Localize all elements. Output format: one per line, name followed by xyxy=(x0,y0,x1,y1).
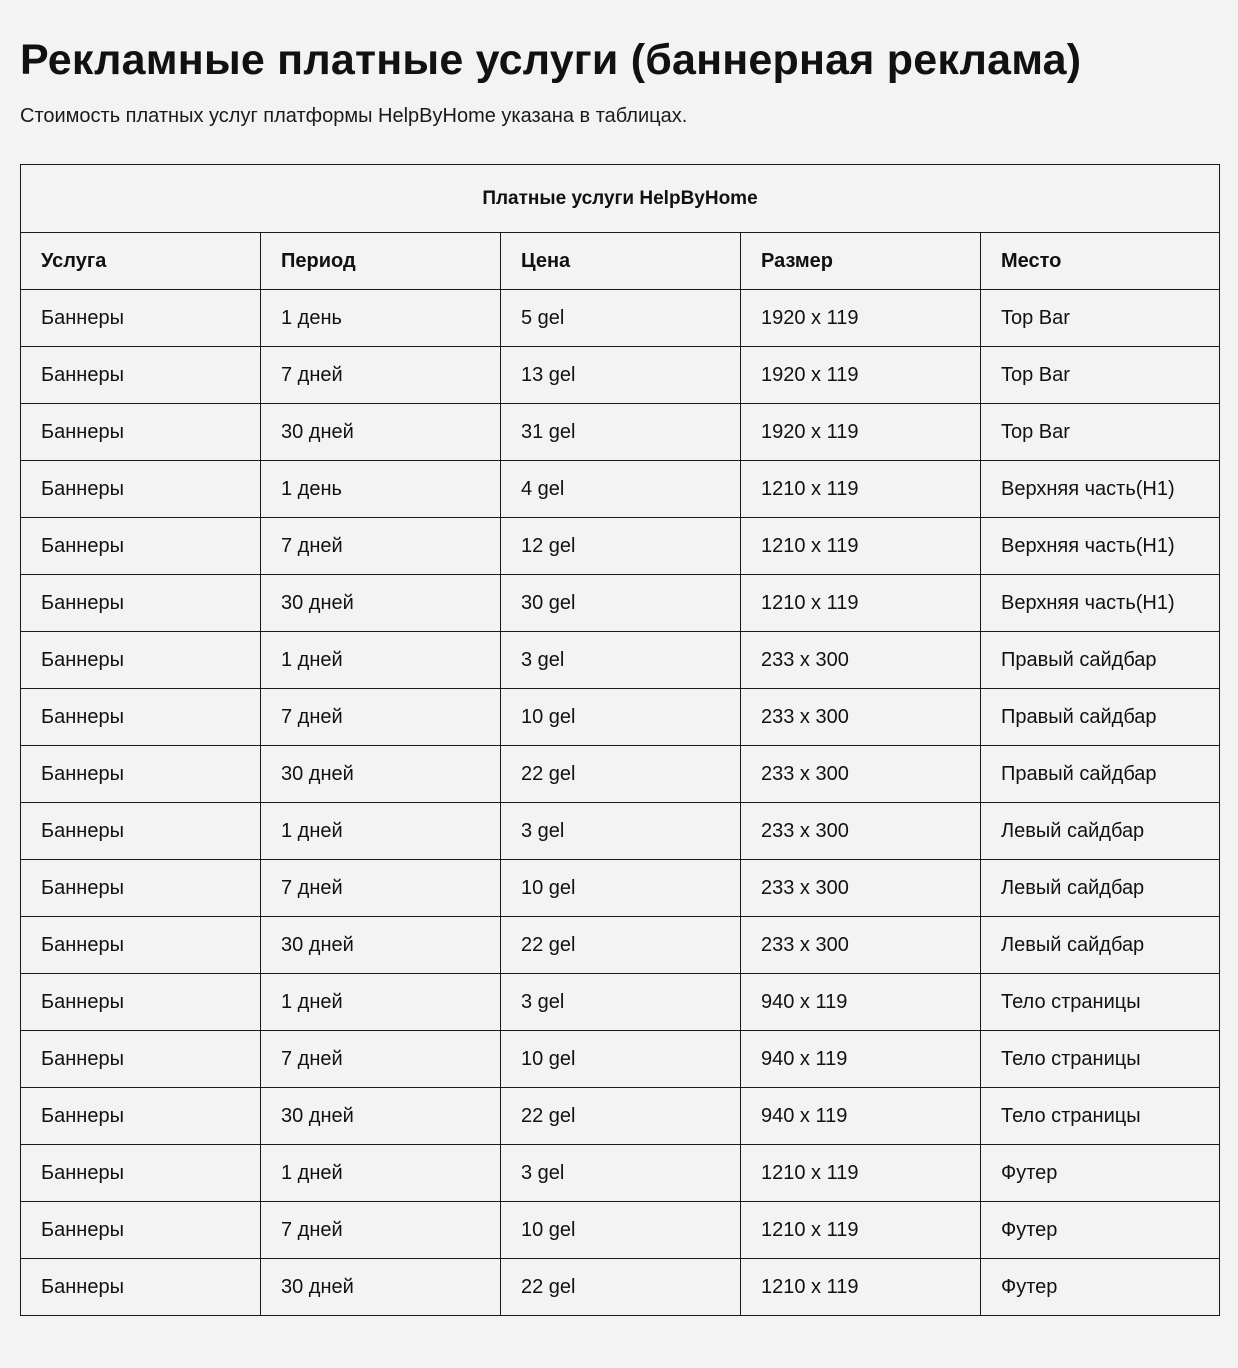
cell-price: 31 gel xyxy=(501,404,741,461)
cell-period: 1 день xyxy=(261,290,501,347)
cell-price: 22 gel xyxy=(501,917,741,974)
cell-service: Баннеры xyxy=(21,1088,261,1145)
table-row xyxy=(21,575,1220,632)
cell-service: Баннеры xyxy=(21,518,261,575)
cell-placement: Правый сайдбар xyxy=(981,632,1220,689)
cell-size: 940 x 119 xyxy=(741,1088,981,1145)
cell-size: 1210 x 119 xyxy=(741,1259,981,1316)
table-caption: Платные услуги HelpByHome xyxy=(21,165,1220,233)
cell-placement: Top Bar xyxy=(981,347,1220,404)
cell-placement: Футер xyxy=(981,1145,1220,1202)
table-row xyxy=(21,404,1220,461)
column-header-placement: Место xyxy=(981,233,1220,290)
cell-price: 3 gel xyxy=(501,632,741,689)
cell-size: 1210 x 119 xyxy=(741,1145,981,1202)
cell-period: 30 дней xyxy=(261,404,501,461)
cell-size: 1210 x 119 xyxy=(741,461,981,518)
cell-period: 7 дней xyxy=(261,1202,501,1259)
cell-service: Баннеры xyxy=(21,974,261,1031)
page-subtitle: Стоимость платных услуг платформы HelpByHome указана в таблицах. xyxy=(20,105,688,127)
cell-period: 7 дней xyxy=(261,1031,501,1088)
cell-placement: Тело страницы xyxy=(981,1088,1220,1145)
column-header-price: Цена xyxy=(501,233,741,290)
cell-service: Баннеры xyxy=(21,404,261,461)
cell-price: 13 gel xyxy=(501,347,741,404)
cell-period: 30 дней xyxy=(261,1088,501,1145)
cell-service: Баннеры xyxy=(21,1202,261,1259)
cell-placement: Top Bar xyxy=(981,404,1220,461)
cell-placement: Верхняя часть(H1) xyxy=(981,461,1220,518)
cell-price: 10 gel xyxy=(501,1031,741,1088)
cell-size: 233 x 300 xyxy=(741,632,981,689)
cell-period: 7 дней xyxy=(261,518,501,575)
table-row xyxy=(21,1088,1220,1145)
cell-period: 1 дней xyxy=(261,632,501,689)
table-header-row xyxy=(21,233,1220,290)
cell-service: Баннеры xyxy=(21,1259,261,1316)
cell-price: 10 gel xyxy=(501,860,741,917)
cell-service: Баннеры xyxy=(21,917,261,974)
table-row xyxy=(21,689,1220,746)
cell-period: 30 дней xyxy=(261,1259,501,1316)
cell-service: Баннеры xyxy=(21,746,261,803)
cell-size: 233 x 300 xyxy=(741,860,981,917)
column-header-period: Период xyxy=(261,233,501,290)
table-row xyxy=(21,803,1220,860)
cell-placement: Футер xyxy=(981,1202,1220,1259)
cell-period: 7 дней xyxy=(261,347,501,404)
cell-period: 30 дней xyxy=(261,917,501,974)
cell-size: 1210 x 119 xyxy=(741,575,981,632)
column-header-size: Размер xyxy=(741,233,981,290)
table-row xyxy=(21,746,1220,803)
cell-service: Баннеры xyxy=(21,689,261,746)
table-row xyxy=(21,1202,1220,1259)
cell-size: 1210 x 119 xyxy=(741,518,981,575)
cell-placement: Правый сайдбар xyxy=(981,746,1220,803)
cell-placement: Левый сайдбар xyxy=(981,860,1220,917)
cell-size: 940 x 119 xyxy=(741,974,981,1031)
pricing-table xyxy=(20,164,1220,1316)
cell-price: 12 gel xyxy=(501,518,741,575)
cell-price: 5 gel xyxy=(501,290,741,347)
cell-period: 7 дней xyxy=(261,689,501,746)
table-row xyxy=(21,917,1220,974)
cell-size: 233 x 300 xyxy=(741,917,981,974)
cell-service: Баннеры xyxy=(21,1031,261,1088)
column-header-service: Услуга xyxy=(21,233,261,290)
table-row xyxy=(21,1031,1220,1088)
table-body xyxy=(21,290,1220,1316)
table-row xyxy=(21,632,1220,689)
table-row xyxy=(21,974,1220,1031)
cell-service: Баннеры xyxy=(21,632,261,689)
cell-placement: Верхняя часть(H1) xyxy=(981,518,1220,575)
cell-size: 233 x 300 xyxy=(741,746,981,803)
cell-placement: Левый сайдбар xyxy=(981,917,1220,974)
cell-placement: Тело страницы xyxy=(981,974,1220,1031)
cell-price: 3 gel xyxy=(501,803,741,860)
cell-service: Баннеры xyxy=(21,575,261,632)
cell-size: 233 x 300 xyxy=(741,803,981,860)
cell-service: Баннеры xyxy=(21,290,261,347)
cell-period: 1 день xyxy=(261,461,501,518)
cell-price: 4 gel xyxy=(501,461,741,518)
cell-price: 10 gel xyxy=(501,1202,741,1259)
cell-price: 22 gel xyxy=(501,1088,741,1145)
table-row xyxy=(21,1145,1220,1202)
table-row xyxy=(21,1259,1220,1316)
cell-size: 233 x 300 xyxy=(741,689,981,746)
cell-price: 30 gel xyxy=(501,575,741,632)
cell-placement: Тело страницы xyxy=(981,1031,1220,1088)
cell-size: 940 x 119 xyxy=(741,1031,981,1088)
cell-size: 1920 x 119 xyxy=(741,347,981,404)
cell-service: Баннеры xyxy=(21,1145,261,1202)
cell-placement: Top Bar xyxy=(981,290,1220,347)
cell-price: 22 gel xyxy=(501,746,741,803)
cell-size: 1920 x 119 xyxy=(741,404,981,461)
table-row xyxy=(21,290,1220,347)
cell-period: 30 дней xyxy=(261,746,501,803)
cell-placement: Правый сайдбар xyxy=(981,689,1220,746)
cell-period: 7 дней xyxy=(261,860,501,917)
cell-service: Баннеры xyxy=(21,803,261,860)
cell-period: 1 дней xyxy=(261,974,501,1031)
table-row xyxy=(21,860,1220,917)
cell-size: 1920 x 119 xyxy=(741,290,981,347)
cell-price: 10 gel xyxy=(501,689,741,746)
cell-size: 1210 x 119 xyxy=(741,1202,981,1259)
cell-price: 3 gel xyxy=(501,974,741,1031)
page-title: Рекламные платные услуги (баннерная реклама) xyxy=(20,36,1082,84)
cell-period: 1 дней xyxy=(261,1145,501,1202)
cell-price: 3 gel xyxy=(501,1145,741,1202)
cell-placement: Футер xyxy=(981,1259,1220,1316)
cell-service: Баннеры xyxy=(21,347,261,404)
table-row xyxy=(21,347,1220,404)
cell-price: 22 gel xyxy=(501,1259,741,1316)
table-row xyxy=(21,461,1220,518)
cell-placement: Верхняя часть(H1) xyxy=(981,575,1220,632)
cell-service: Баннеры xyxy=(21,860,261,917)
cell-period: 1 дней xyxy=(261,803,501,860)
table-row xyxy=(21,518,1220,575)
cell-service: Баннеры xyxy=(21,461,261,518)
cell-period: 30 дней xyxy=(261,575,501,632)
cell-placement: Левый сайдбар xyxy=(981,803,1220,860)
